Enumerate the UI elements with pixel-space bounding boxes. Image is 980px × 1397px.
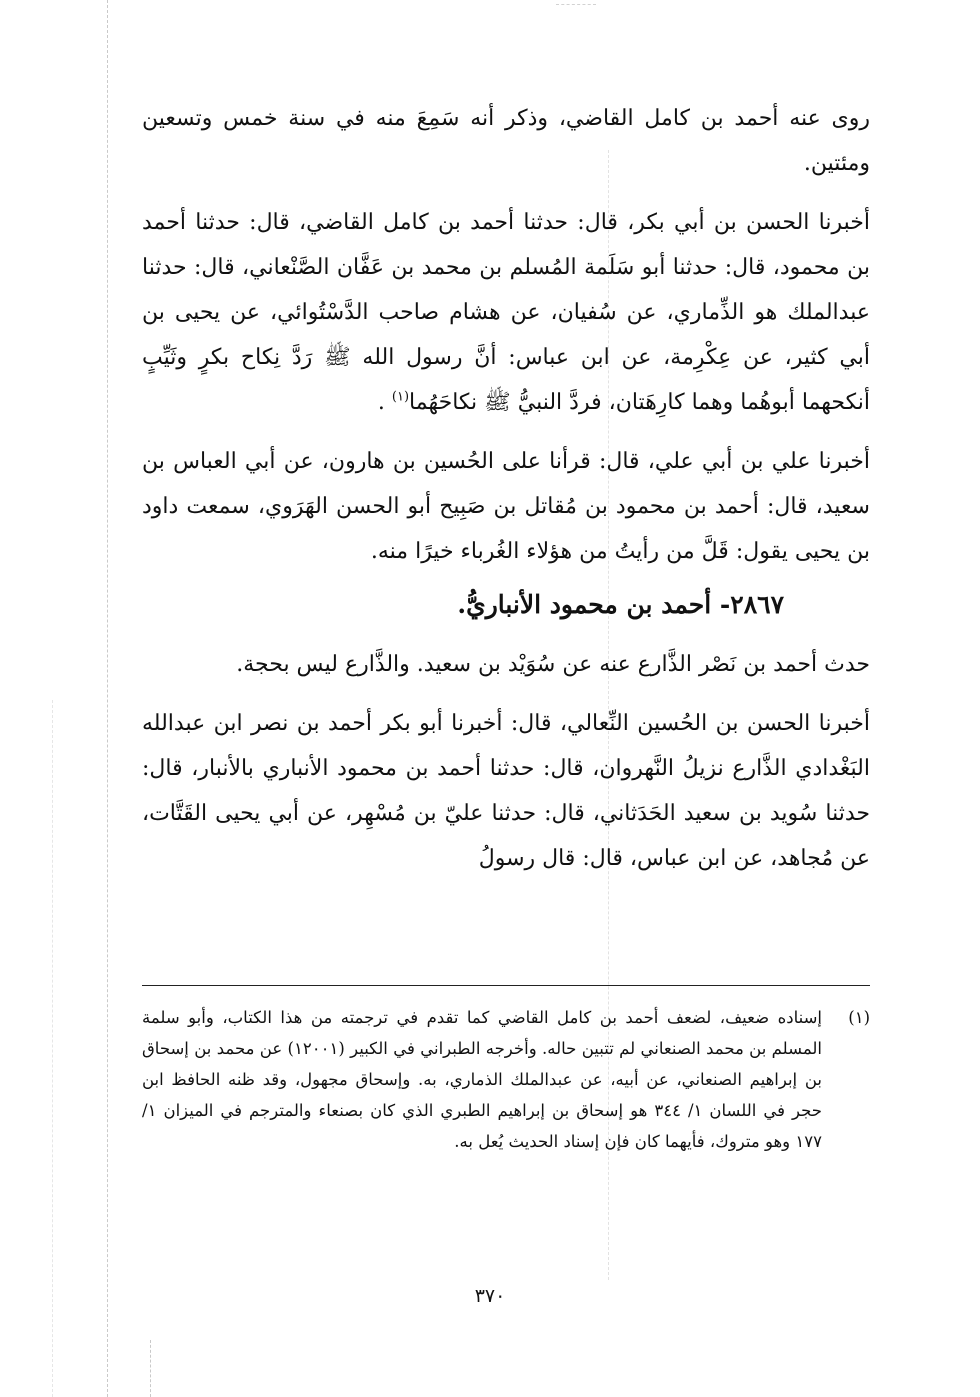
scan-artifact [556, 4, 596, 5]
footnote-number: (١) [848, 1008, 870, 1027]
main-text [142, 96, 870, 881]
paragraph: حدث أحمد بن نَصْر الذَّارع عنه عن سُوَيْد بن سعيد. والذَّارع ليس بحجة. [236, 652, 870, 677]
scan-artifact [150, 1340, 151, 1397]
paragraph: أخبرنا الحسن بن الحُسين النِّعالي، قال: أخبرنا أبو بكر أحمد بن نصر ابن عبدالله البَغْدادي الذَّارع نزيلُ النَّهروان، قال: حدثنا أحمد بن محمود الأنباري بالأنبار، قال: حدثنا سُويد بن سعيد الحَدَثاني، قال: حدثنا عليّ بن مُسْهِر، عن أبي يحيى القَتَّات، عن مُجاهد، عن ابن عباس، قال: قال رسولُ [142, 711, 870, 871]
page-number: ٣٧٠ [474, 1285, 506, 1307]
scan-artifact [107, 0, 108, 1397]
footnote-text: إسناده ضعيف، لضعف أحمد بن كامل القاضي كما تقدم في ترجمته من هذا الكتاب، وأبو سلمة المسلم بن محمد الصنعاني لم تتبين حاله. وأخرجه الطبراني في الكبير (١٢٠٠١) عن محمد بن إسحاق بن إبراهيم الصنعاني، عن أبيه، عن عبدالملك الذماري، به. وإسحاق مجهول، وقد ظنه الحافظ ابن حجر في اللسان ١/ ٣٤٤ هو إسحاق بن إبراهيم الطبري الذي كان بصنعاء والمترجم في الميزان ١/ ١٧٧ وهو متروك، فأيهما كان فإن إسناد الحديث يُعل به. [142, 1008, 822, 1151]
footnote-reference: (١) [391, 389, 410, 405]
paragraph-text: أخبرنا الحسن بن أبي بكر، قال: حدثنا أحمد بن كامل القاضي، قال: حدثنا أحمد بن محمود، قال: حدثنا أبو سَلَمة المُسلم بن محمد بن عَفَّان الصَّنْعاني، قال: حدثنا عبدالملك هو الذِّماري، عن سُفيان، عن هشام صاحب الدَّسْتُوائي، عن يحيى بن أبي كثير، عن عِكْرِمة، عن ابن عباس: أنَّ رسول الله ﷺ رَدَّ نِكاح بكرٍ وثَيِّبٍ أنكحهما أبوهُما وهما كارِهَتان، فردَّ النبيُّ ﷺ نكاحَهُما [142, 210, 870, 415]
footnote [142, 1002, 870, 1157]
footnote-separator [142, 985, 870, 986]
paragraph-hadith [142, 200, 870, 425]
entry-heading: ٢٨٦٧- أحمد بن محمود الأنباريُّ. [457, 590, 784, 619]
paragraph-tail: . [377, 390, 392, 415]
paragraph: روى عنه أحمد بن كامل القاضي، وذكر أنه سَمِعَ منه في سنة خمس وتسعين ومئتين. [142, 106, 870, 176]
paragraph: أخبرنا علي بن أبي علي، قال: قرأنا على الحُسين بن هارون، عن أبي العباس بن سعيد، قال: أحمد بن محمود بن مُقاتل بن صَبِيح أبو الحسن الهَرَوي، سمعت داود بن يحيى يقول: قَلَّ من رأيتُ من هؤلاء الغُرباء خيرًا منه. [142, 449, 870, 564]
